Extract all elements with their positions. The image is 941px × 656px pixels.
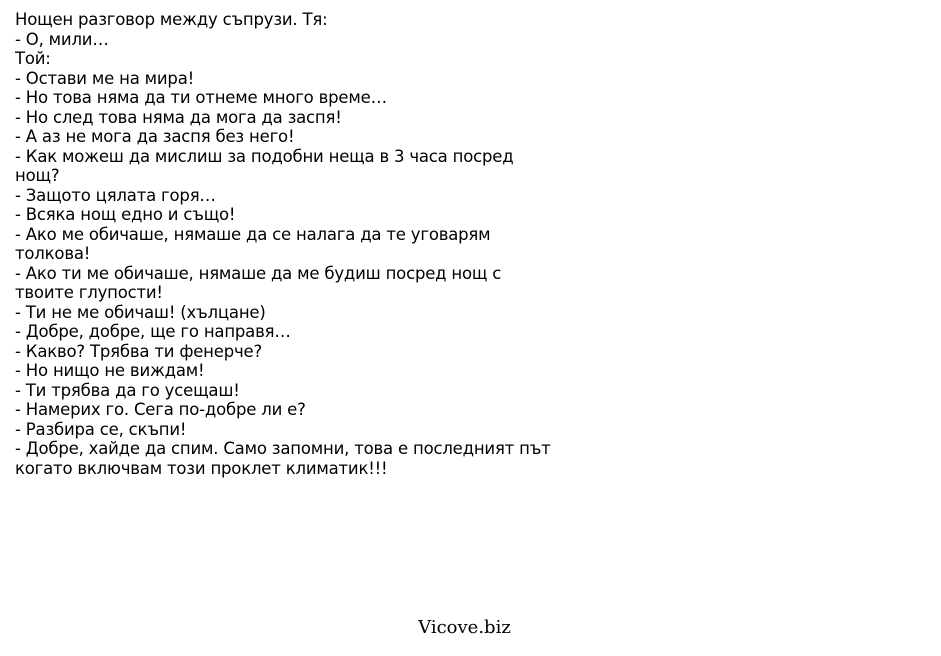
joke-line: - Добре, хайде да спим. Само запомни, това е последният път когато включвам този проклет климатик!!! [15,439,551,478]
joke-line: - Разбира се, скъпи! [15,419,187,439]
site-watermark: Vicove.biz [418,617,511,638]
joke-line: - Но след това няма да мога да заспя! [15,107,342,127]
joke-line: - Как можеш да мислиш за подобни неща в 3 часа посред нощ? [15,146,514,185]
joke-line: - Всяка нощ едно и също! [15,205,236,224]
joke-line: - Добре, добре, ще го направя… [15,322,291,341]
joke-line: - Ако ме обичаше, нямаше да се налага да те уговарям толкова! [15,224,491,263]
joke-line: - А аз не мога да заспя без него! [15,127,295,146]
joke-line: - О, мили… [15,29,109,49]
joke-line: - Но нищо не виждам! [15,361,205,380]
joke-line: Той: [15,49,51,68]
joke-line: - Защото цялата горя… [15,185,216,205]
joke-line: - Ти трябва да го усещаш! [15,380,240,400]
joke-line: - Намерих го. Сега по-добре ли е? [15,400,306,419]
joke-line: - Какво? Трябва ти фенерче? [15,341,263,361]
joke-text [15,10,555,478]
joke-line: - Остави ме на мира! [15,68,195,88]
joke-line: - Ако ти ме обичаше, нямаше да ме будиш посред нощ с твоите глупости! [15,263,502,302]
joke-line: - Но това няма да ти отнеме много време… [15,88,387,107]
joke-line: - Ти не ме обичаш! (хълцане) [15,302,266,322]
joke-line: Нощен разговор между съпрузи. Тя: [15,10,328,29]
